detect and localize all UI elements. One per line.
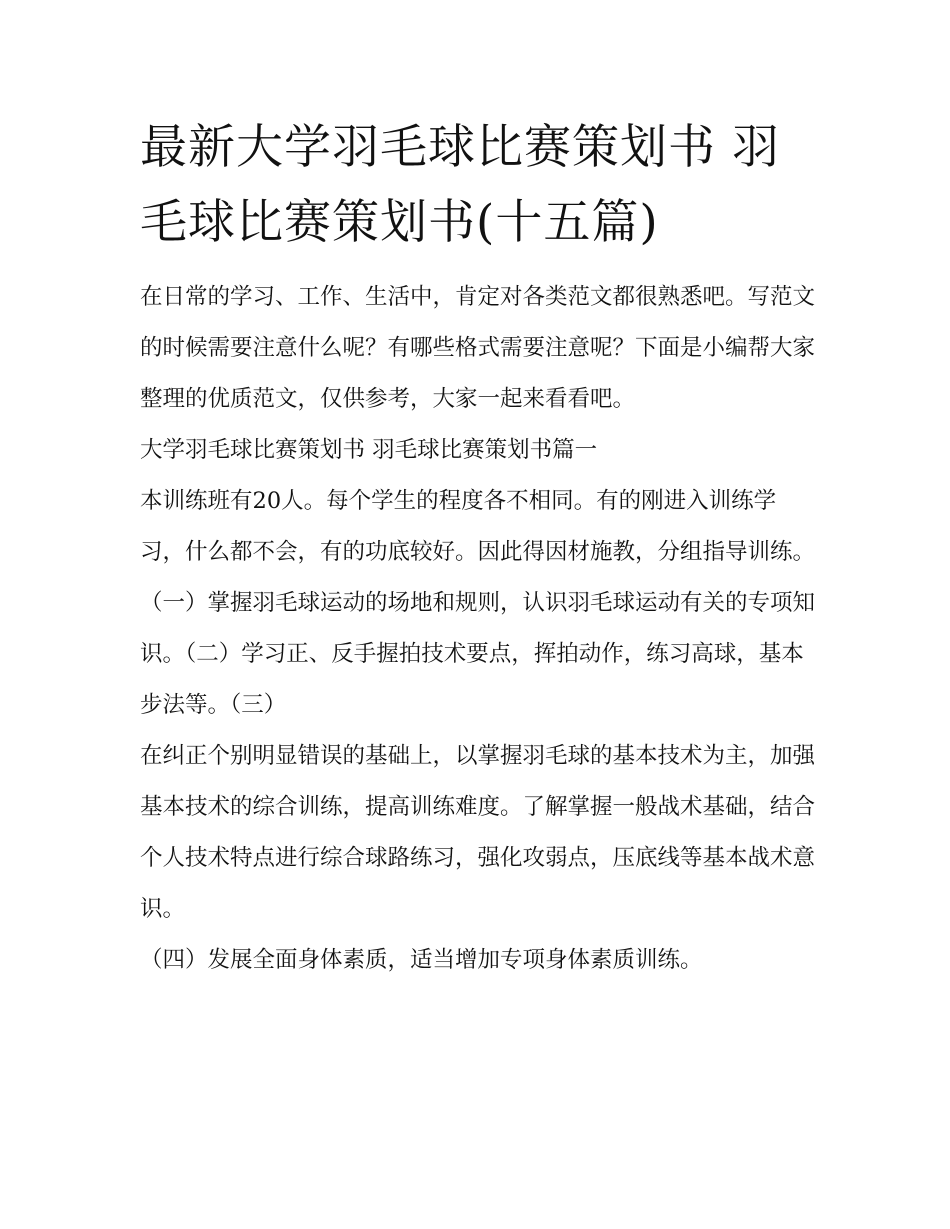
document-title: 最新大学羽毛球比赛策划书 羽毛球比赛策划书(十五篇) <box>140 120 780 250</box>
section-heading: 大学羽毛球比赛策划书 羽毛球比赛策划书篇一 <box>140 437 598 463</box>
body-paragraph: （一）掌握羽毛球运动的场地和规则，认识羽毛球运动有关的专项知识。（二）学习正、反手握拍技术要点，挥拍动作，练习高球，基本步法等。（三） <box>140 590 816 718</box>
document-page <box>140 110 820 986</box>
body-paragraph: 在纠正个别明显错误的基础上，以掌握羽毛球的基本技术为主，加强基本技术的综合训练，提高训练难度。了解掌握一般战术基础，结合个人技术特点进行综合球路练习，强化攻弱点，压底线等基本战术意识。 <box>140 743 816 922</box>
body-paragraph: 本训练班有20人。每个学生的程度各不相同。有的刚进入训练学习，什么都不会，有的功底较好。因此得因材施教，分组指导训练。 <box>140 488 816 565</box>
body-paragraph: （四）发展全面身体素质，适当增加专项身体素质训练。 <box>140 947 703 973</box>
intro-paragraph: 在日常的学习、工作、生活中，肯定对各类范文都很熟悉吧。写范文的时候需要注意什么呢？有哪些格式需要注意呢？下面是小编帮大家整理的优质范文，仅供参考，大家一起来看看吧。 <box>140 284 816 412</box>
